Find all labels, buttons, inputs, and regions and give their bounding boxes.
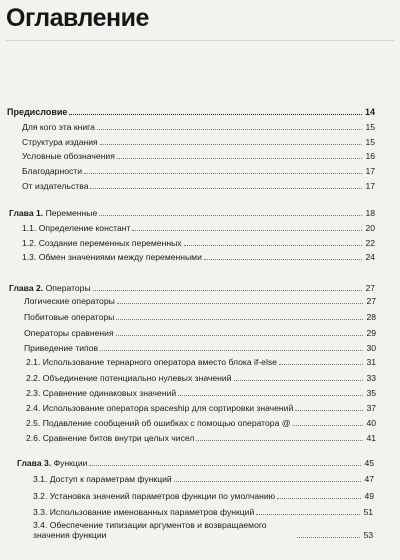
toc-entry-label: Логические операторы bbox=[24, 296, 115, 306]
toc-entry-label: Условные обозначения bbox=[22, 151, 115, 161]
toc-entry-page: 29 bbox=[366, 328, 376, 338]
toc-entry-page: 15 bbox=[365, 122, 375, 132]
toc-entry-page: 33 bbox=[366, 373, 376, 383]
toc-entry bbox=[26, 388, 376, 398]
toc-entry-label: 1.3. Обмен значениями между переменными bbox=[22, 252, 202, 262]
dot-leader bbox=[204, 259, 362, 260]
toc-entry-page: 47 bbox=[364, 474, 374, 484]
dot-leader bbox=[90, 188, 362, 189]
page-title: Оглавление bbox=[6, 4, 149, 32]
toc-entry-page: 40 bbox=[366, 418, 376, 428]
toc-entry-label: 2.1. Использование тернарного оператора вместо блока if-else bbox=[26, 357, 277, 367]
toc-entry bbox=[26, 433, 376, 443]
dot-leader bbox=[99, 215, 362, 216]
toc-entry-page: 37 bbox=[366, 403, 376, 413]
dot-leader bbox=[292, 425, 363, 426]
dot-leader bbox=[295, 410, 363, 411]
dot-leader bbox=[174, 481, 361, 482]
toc-entry bbox=[22, 151, 375, 161]
toc-entry bbox=[33, 507, 373, 517]
toc-entry-label: 2.4. Использование оператора spaceship для сортировки значений bbox=[26, 403, 294, 413]
toc-entry-page: 18 bbox=[365, 208, 375, 218]
toc-entry bbox=[33, 474, 374, 484]
dot-leader bbox=[132, 230, 362, 231]
toc-entry-page: 49 bbox=[364, 491, 374, 501]
toc-entry-page: 17 bbox=[365, 166, 375, 176]
toc-entry bbox=[22, 181, 375, 191]
toc-entry-label: Операторы сравнения bbox=[24, 328, 114, 338]
toc-entry-page: 28 bbox=[366, 312, 376, 322]
toc-entry-page: 14 bbox=[364, 107, 375, 117]
toc-entry bbox=[22, 223, 375, 233]
toc-entry bbox=[33, 491, 374, 501]
toc-entry-page: 27 bbox=[365, 283, 375, 293]
dot-leader bbox=[279, 364, 363, 365]
toc-entry bbox=[24, 328, 376, 338]
toc-entry-label: Структура издания bbox=[22, 137, 98, 147]
toc-entry-preface bbox=[7, 107, 375, 117]
dot-leader bbox=[297, 537, 360, 538]
toc-entry-page: 15 bbox=[365, 137, 375, 147]
toc-entry bbox=[26, 357, 376, 367]
dot-leader bbox=[184, 245, 362, 246]
toc-entry-label: Благодарности bbox=[22, 166, 83, 176]
toc-entry-page: 41 bbox=[366, 433, 376, 443]
toc-entry-page: 30 bbox=[366, 343, 376, 353]
toc-entry-page: 16 bbox=[365, 151, 375, 161]
toc-entry-label: 2.5. Подавление сообщений об ошибках с помощью оператора @ bbox=[26, 418, 291, 428]
toc-entry-label: 1.2. Создание переменных переменных bbox=[22, 238, 182, 248]
chapter-number: Глава 3. bbox=[17, 458, 52, 468]
toc-entry-label: 3.4. Обеспечение типизации аргументов и возвращаемого значения функции bbox=[33, 520, 267, 540]
chapter-title: Переменные bbox=[43, 208, 98, 218]
toc-entry-page: 53 bbox=[363, 530, 373, 540]
toc-entry bbox=[26, 418, 376, 428]
chapter-title: Операторы bbox=[43, 283, 91, 293]
toc-entry bbox=[22, 166, 375, 176]
toc-entry bbox=[24, 312, 376, 322]
toc-entry-page: 22 bbox=[365, 238, 375, 248]
toc-entry-label: 2.2. Объединение потенциально нулевых значений bbox=[26, 373, 232, 383]
toc-entry-label: 3.3. Использование именованных параметров функций bbox=[33, 507, 255, 517]
toc-chapter-3 bbox=[17, 458, 374, 468]
chapter-number: Глава 1. bbox=[9, 208, 44, 218]
toc-entry-label: Для кого эта книга bbox=[22, 122, 95, 132]
toc-entry bbox=[24, 296, 376, 306]
toc-entry-label: Приведение типов bbox=[24, 343, 99, 353]
toc-entry-label: От издательства bbox=[22, 181, 89, 191]
toc-entry-page: 17 bbox=[365, 181, 375, 191]
dot-leader bbox=[97, 129, 362, 130]
chapter-title: Функции bbox=[51, 458, 88, 468]
toc-entry bbox=[33, 520, 373, 540]
toc-entry-label: 3.2. Установка значений параметров функции по умолчанию bbox=[33, 491, 276, 501]
toc-entry-label: 1.1. Определение констант bbox=[22, 223, 131, 233]
toc-chapter-1 bbox=[9, 208, 375, 218]
dot-leader bbox=[116, 319, 363, 320]
toc-chapter-2 bbox=[9, 283, 375, 293]
dot-leader bbox=[117, 158, 362, 159]
toc-entry-label: 2.3. Сравнение одинаковых значений bbox=[26, 388, 177, 398]
toc-entry bbox=[22, 122, 375, 132]
toc-entry-page: 20 bbox=[365, 223, 375, 233]
dot-leader bbox=[100, 144, 362, 145]
toc-entry-label: 2.6. Сравнение битов внутри целых чисел bbox=[26, 433, 195, 443]
dot-leader bbox=[69, 114, 362, 115]
chapter-number: Глава 2. bbox=[9, 283, 44, 293]
toc-entry bbox=[26, 403, 376, 413]
toc-entry-label: Побитовые операторы bbox=[24, 312, 115, 322]
dot-leader bbox=[84, 173, 362, 174]
toc-entry-page: 35 bbox=[366, 388, 376, 398]
dot-leader bbox=[100, 350, 363, 351]
toc-entry-page: 45 bbox=[364, 458, 374, 468]
dot-leader bbox=[256, 514, 360, 515]
dot-leader bbox=[116, 335, 363, 336]
toc-entry-label: Предисловие bbox=[7, 107, 68, 117]
toc-entry-page: 51 bbox=[363, 507, 373, 517]
toc-entry bbox=[22, 238, 375, 248]
dot-leader bbox=[196, 440, 363, 441]
dot-leader bbox=[93, 290, 362, 291]
toc-entry bbox=[22, 252, 375, 262]
dot-leader bbox=[234, 380, 363, 381]
dot-leader bbox=[178, 395, 363, 396]
toc-entry-page: 31 bbox=[366, 357, 376, 367]
toc-entry-page: 27 bbox=[366, 296, 376, 306]
toc-entry-label: 3.1. Доступ к параметрам функций bbox=[33, 474, 172, 484]
toc-entry-page: 24 bbox=[365, 252, 375, 262]
dot-leader bbox=[89, 465, 361, 466]
dot-leader bbox=[277, 498, 361, 499]
toc-entry bbox=[26, 373, 376, 383]
toc-entry bbox=[22, 137, 375, 147]
toc-entry bbox=[24, 343, 376, 353]
dot-leader bbox=[117, 303, 363, 304]
